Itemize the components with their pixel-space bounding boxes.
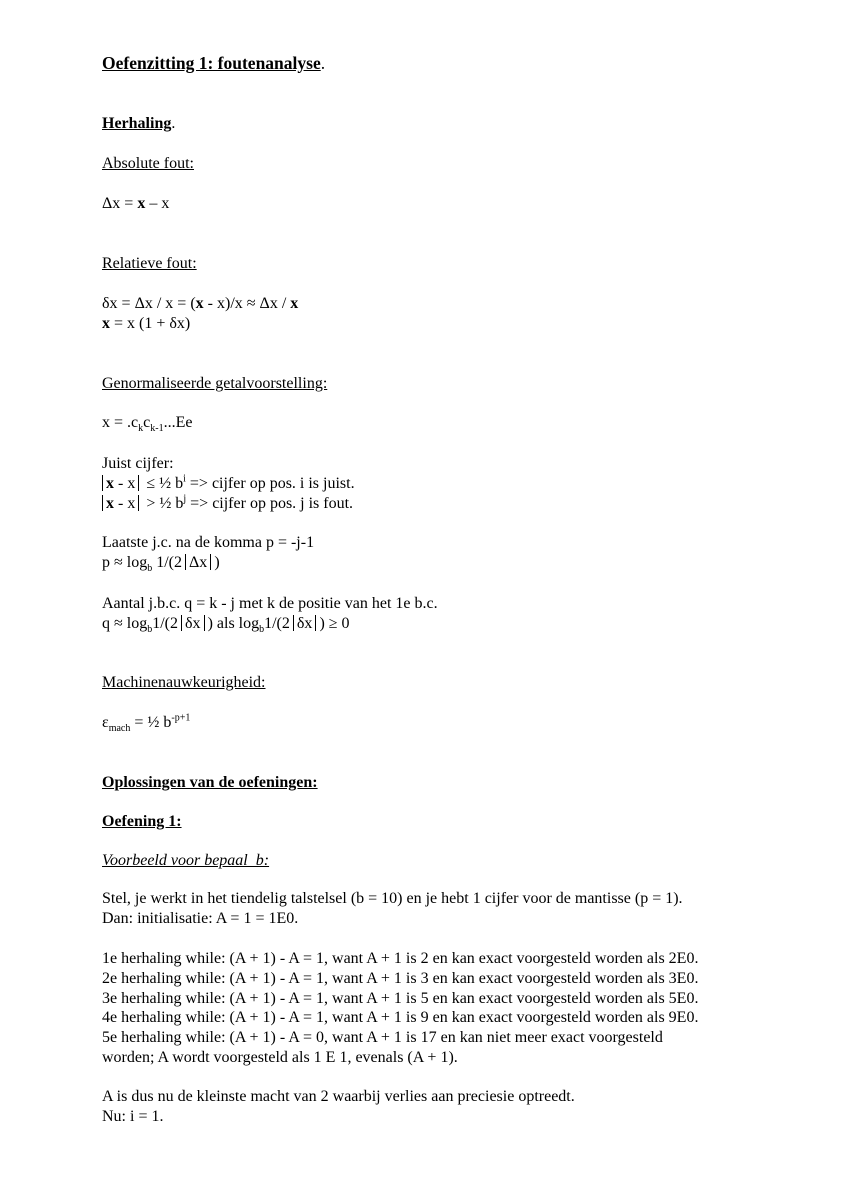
formula-part: => cijfer op pos. i is juist.	[185, 475, 355, 492]
genormaliseerde-heading: Genormaliseerde getalvoorstelling:	[102, 375, 328, 392]
subscript: b	[147, 563, 153, 575]
formula-part: - x	[114, 495, 136, 512]
formula-part: = x (1 + δx)	[110, 315, 191, 332]
formula-part: ≤ ½ b	[142, 475, 184, 492]
iteration-line-4: 4e herhaling while: (A + 1) - A = 1, want A + 1 is 9 en kan exact voorgesteld worden als 9E0.	[102, 1009, 699, 1026]
formula-part: => cijfer op pos. j is fout.	[186, 495, 354, 512]
abs-bar	[102, 475, 103, 491]
page-title-text: Oefenzitting 1: foutenanalyse	[102, 53, 321, 73]
formula-part: ) als log	[207, 615, 260, 632]
stel-line-1: Stel, je werkt in het tiendelig talstelsel (b = 10) en je hebt 1 cijfer voor de mantisse (p = 1).	[102, 890, 683, 907]
formula-part: - x	[114, 475, 136, 492]
subscript: k-1	[150, 423, 164, 435]
formula-part: Δx	[189, 554, 208, 571]
formula-part: ...Ee	[163, 414, 193, 431]
iteration-line-6: worden; A wordt voorgesteld als 1 E 1, evenals (A + 1).	[102, 1049, 458, 1066]
aantal-jbc-line-2	[102, 614, 350, 634]
subscript: b	[147, 624, 153, 636]
abs-bar	[210, 554, 211, 570]
iteration-line-2: 2e herhaling while: (A + 1) - A = 1, want A + 1 is 3 en kan exact voorgesteld worden als 3E0.	[102, 970, 699, 987]
subscript: b	[259, 624, 265, 636]
superscript: i	[183, 473, 186, 485]
formula-part: q ≈ log	[102, 615, 148, 632]
relatieve-fout-formula-2	[102, 314, 190, 334]
formula-part: p ≈ log	[102, 554, 148, 571]
abs-bar	[204, 615, 205, 631]
machinenauwkeurigheid-formula	[102, 713, 190, 733]
formula-part: Δx =	[102, 195, 138, 212]
conclusie-line-1: A is dus nu de kleinste macht van 2 waarbij verlies aan preciesie optreedt.	[102, 1088, 575, 1105]
formula-part: > ½ b	[142, 495, 184, 512]
conclusie-line-2: Nu: i = 1.	[102, 1108, 164, 1125]
voorbeeld-heading: Voorbeeld voor bepaal_b:	[102, 852, 270, 869]
formula-part: x	[195, 295, 204, 312]
abs-bar	[185, 554, 186, 570]
oefening-1-heading: Oefening 1:	[102, 813, 182, 830]
abs-bar	[181, 615, 182, 631]
herhaling-period: .	[171, 115, 176, 132]
iteration-line-1: 1e herhaling while: (A + 1) - A = 1, want A + 1 is 2 en kan exact voorgesteld worden als 2E0.	[102, 950, 699, 967]
herhaling-heading	[102, 114, 175, 134]
relatieve-fout-heading: Relatieve fout:	[102, 255, 197, 272]
formula-part: x	[137, 195, 146, 212]
juist-cijfer-line-2	[102, 494, 353, 514]
herhaling-heading-text: Herhaling	[102, 115, 172, 132]
relatieve-fout-formula-1	[102, 294, 298, 314]
formula-part: δx	[185, 615, 201, 632]
formula-part: 1/(2	[152, 615, 179, 632]
page-title	[102, 53, 325, 73]
iteration-line-3: 3e herhaling while: (A + 1) - A = 1, want A + 1 is 5 en kan exact voorgesteld worden als 5E0.	[102, 990, 699, 1007]
superscript: -p+1	[171, 712, 191, 724]
formula-part: c	[143, 414, 151, 431]
iteration-line-5: 5e herhaling while: (A + 1) - A = 0, want A + 1 is 17 en kan niet meer exact voorgesteld	[102, 1029, 663, 1046]
abs-bar	[138, 475, 139, 491]
absolute-fout-heading: Absolute fout:	[102, 155, 194, 172]
formula-part: x = .c	[102, 414, 139, 431]
formula-part: x	[106, 495, 114, 512]
formula-part: – x	[145, 195, 170, 212]
abs-bar	[293, 615, 294, 631]
abs-bar	[102, 495, 103, 511]
formula-part: 1/(2	[152, 554, 183, 571]
juist-cijfer-heading: Juist cijfer:	[102, 455, 174, 472]
machinenauwkeurigheid-heading: Machinenauwkeurigheid:	[102, 674, 266, 691]
stel-line-2: Dan: initialisatie: A = 1 = 1E0.	[102, 910, 299, 927]
formula-part: 1/(2	[264, 615, 290, 632]
page-title-period: .	[320, 53, 326, 73]
formula-part: )	[214, 554, 220, 571]
formula-part: - x)/x ≈ Δx /	[203, 295, 291, 312]
laatste-jc-line-2	[102, 553, 220, 573]
subscript: mach	[108, 723, 131, 735]
formula-part: = ½ b	[130, 714, 172, 731]
aantal-jbc-line-1: Aantal j.b.c. q = k - j met k de positie van het 1e b.c.	[102, 595, 438, 612]
juist-cijfer-line-1	[102, 474, 355, 494]
formula-part: δx	[296, 615, 313, 632]
formula-part: δx = Δx / x = (	[102, 295, 196, 312]
subscript: k	[138, 423, 144, 435]
formula-part: x	[106, 475, 114, 492]
abs-bar	[315, 615, 316, 631]
abs-bar	[138, 495, 139, 511]
genormaliseerde-formula	[102, 413, 192, 433]
formula-part: x	[102, 315, 110, 332]
laatste-jc-line-1: Laatste j.c. na de komma p = -j-1	[102, 534, 315, 551]
absolute-fout-formula	[102, 194, 169, 214]
formula-part: ) ≥ 0	[319, 615, 350, 632]
oplossingen-heading: Oplossingen van de oefeningen:	[102, 774, 318, 791]
formula-part: x	[290, 295, 299, 312]
formula-part: ε	[102, 714, 109, 731]
superscript: j	[183, 493, 187, 505]
